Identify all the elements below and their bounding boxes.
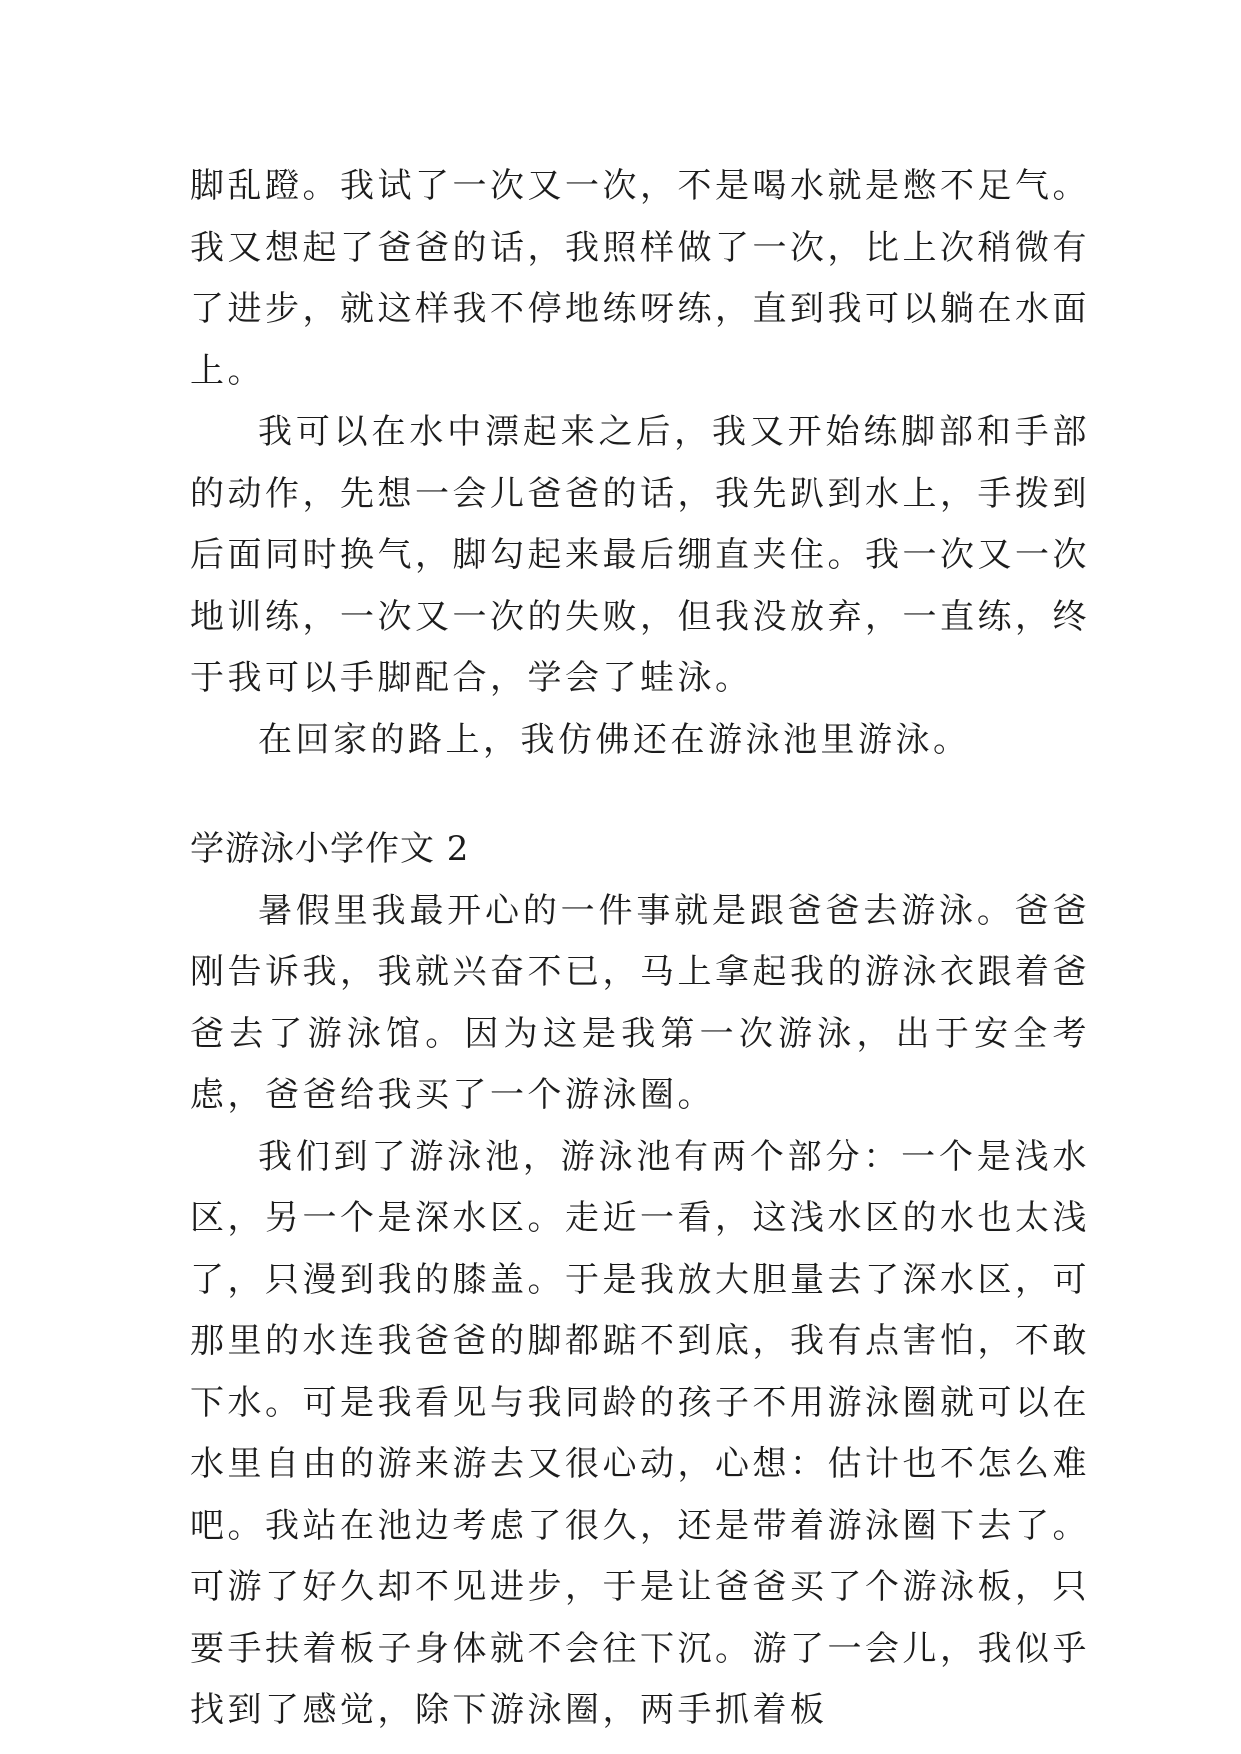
paragraph: 在回家的路上，我仿佛还在游泳池里游泳。 <box>258 719 971 760</box>
section-heading: 学游泳小学作文 2 <box>190 829 470 869</box>
document-body <box>190 156 1090 1742</box>
paragraph: 暑假里我最开心的一件事就是跟爸爸去游泳。爸爸刚告诉我，我就兴奋不已，马上拿起我的游泳衣跟着爸爸去了游泳馆。因为这是我第一次游泳，出于安全考虑，爸爸给我买了一个游泳圈。 <box>190 890 1090 1115</box>
paragraph-continuation: 脚乱蹬。我试了一次又一次，不是喝水就是憋不足气。我又想起了爸爸的话，我照样做了一次，比上次稍微有了进步，就这样我不停地练呀练，直到我可以躺在水面上。 <box>190 166 1090 391</box>
paragraph: 我们到了游泳池，游泳池有两个部分：一个是浅水区，另一个是深水区。走近一看，这浅水区的水也太浅了，只漫到我的膝盖。于是我放大胆量去了深水区，可那里的水连我爸爸的脚都踮不到底，我有点害怕，不敢下水。可是我看见与我同龄的孩子不用游泳圈就可以在水里自由的游来游去又很心动，心想：估计也不怎么难吧。我站在池边考虑了很久，还是带着游泳圈下去了。可游了好久却不见进步，于是让爸爸买了个游泳板，只要手扶着板子身体就不会往下沉。游了一会儿，我似乎找到了感觉，除下游泳圈，两手抓着板 <box>190 1136 1090 1730</box>
paragraph: 我可以在水中漂起来之后，我又开始练脚部和手部的动作，先想一会儿爸爸的话，我先趴到水上，手拨到后面同时换气，脚勾起来最后绷直夹住。我一次又一次地训练，一次又一次的失败，但我没放弃，一直练，终于我可以手脚配合，学会了蛙泳。 <box>190 412 1090 698</box>
